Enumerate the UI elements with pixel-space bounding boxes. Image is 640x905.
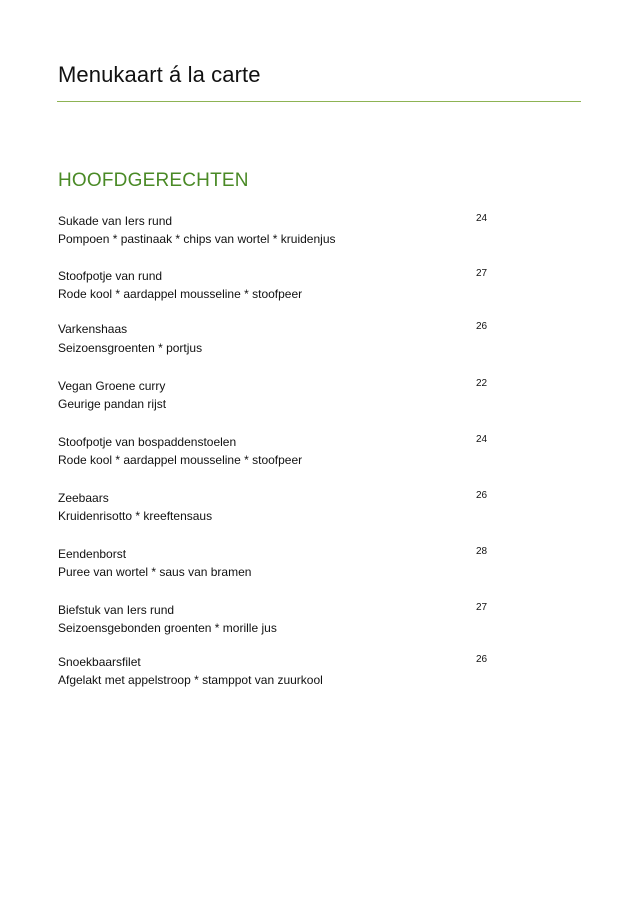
- section-heading: HOOFDGERECHTEN: [58, 170, 249, 191]
- menu-item-price: 27: [476, 268, 488, 279]
- menu-item: [58, 547, 498, 587]
- menu-item: [58, 655, 498, 695]
- menu-item-name: Stoofpotje van rund: [58, 269, 163, 283]
- menu-item-price: 26: [476, 490, 488, 501]
- menu-item: [58, 603, 498, 643]
- menu-item-price: 26: [476, 654, 488, 665]
- menu-item-price: 27: [476, 602, 488, 613]
- menu-item-name: Vegan Groene curry: [58, 379, 166, 393]
- menu-item-description: Seizoensgroenten * portjus: [58, 341, 203, 355]
- menu-item: [58, 435, 498, 475]
- menu-item-price: 26: [476, 321, 488, 332]
- menu-item-price: 28: [476, 546, 488, 557]
- menu-item-description: Rode kool * aardappel mousseline * stoofpeer: [58, 453, 303, 467]
- menu-item: [58, 269, 498, 309]
- menu-item-price: 22: [476, 378, 488, 389]
- menu-item-name: Varkenshaas: [58, 322, 128, 336]
- menu-item-description: Afgelakt met appelstroop * stamppot van zuurkool: [58, 673, 323, 687]
- menu-item-name: Stoofpotje van bospaddenstoelen: [58, 435, 237, 449]
- menu-item-description: Geurige pandan rijst: [58, 397, 167, 411]
- menu-item-name: Sukade van Iers rund: [58, 214, 173, 228]
- menu-item-name: Eendenborst: [58, 547, 127, 561]
- menu-item: [58, 379, 498, 419]
- page-title: Menukaart á la carte: [58, 62, 261, 87]
- menu-item-description: Seizoensgebonden groenten * morille jus: [58, 621, 277, 635]
- menu-item-price: 24: [476, 434, 488, 445]
- menu-item-description: Puree van wortel * saus van bramen: [58, 565, 252, 579]
- title-divider: [57, 101, 581, 102]
- menu-item-description: Rode kool * aardappel mousseline * stoofpeer: [58, 287, 303, 301]
- menu-item-name: Snoekbaarsfilet: [58, 655, 141, 669]
- menu-item: [58, 491, 498, 531]
- menu-item-description: Kruidenrisotto * kreeftensaus: [58, 509, 213, 523]
- menu-item-name: Biefstuk van Iers rund: [58, 603, 175, 617]
- menu-item-name: Zeebaars: [58, 491, 109, 505]
- menu-item: [58, 322, 498, 362]
- menu-item-description: Pompoen * pastinaak * chips van wortel * kruidenjus: [58, 232, 336, 246]
- menu-item-price: 24: [476, 213, 488, 224]
- menu-item: [58, 214, 498, 254]
